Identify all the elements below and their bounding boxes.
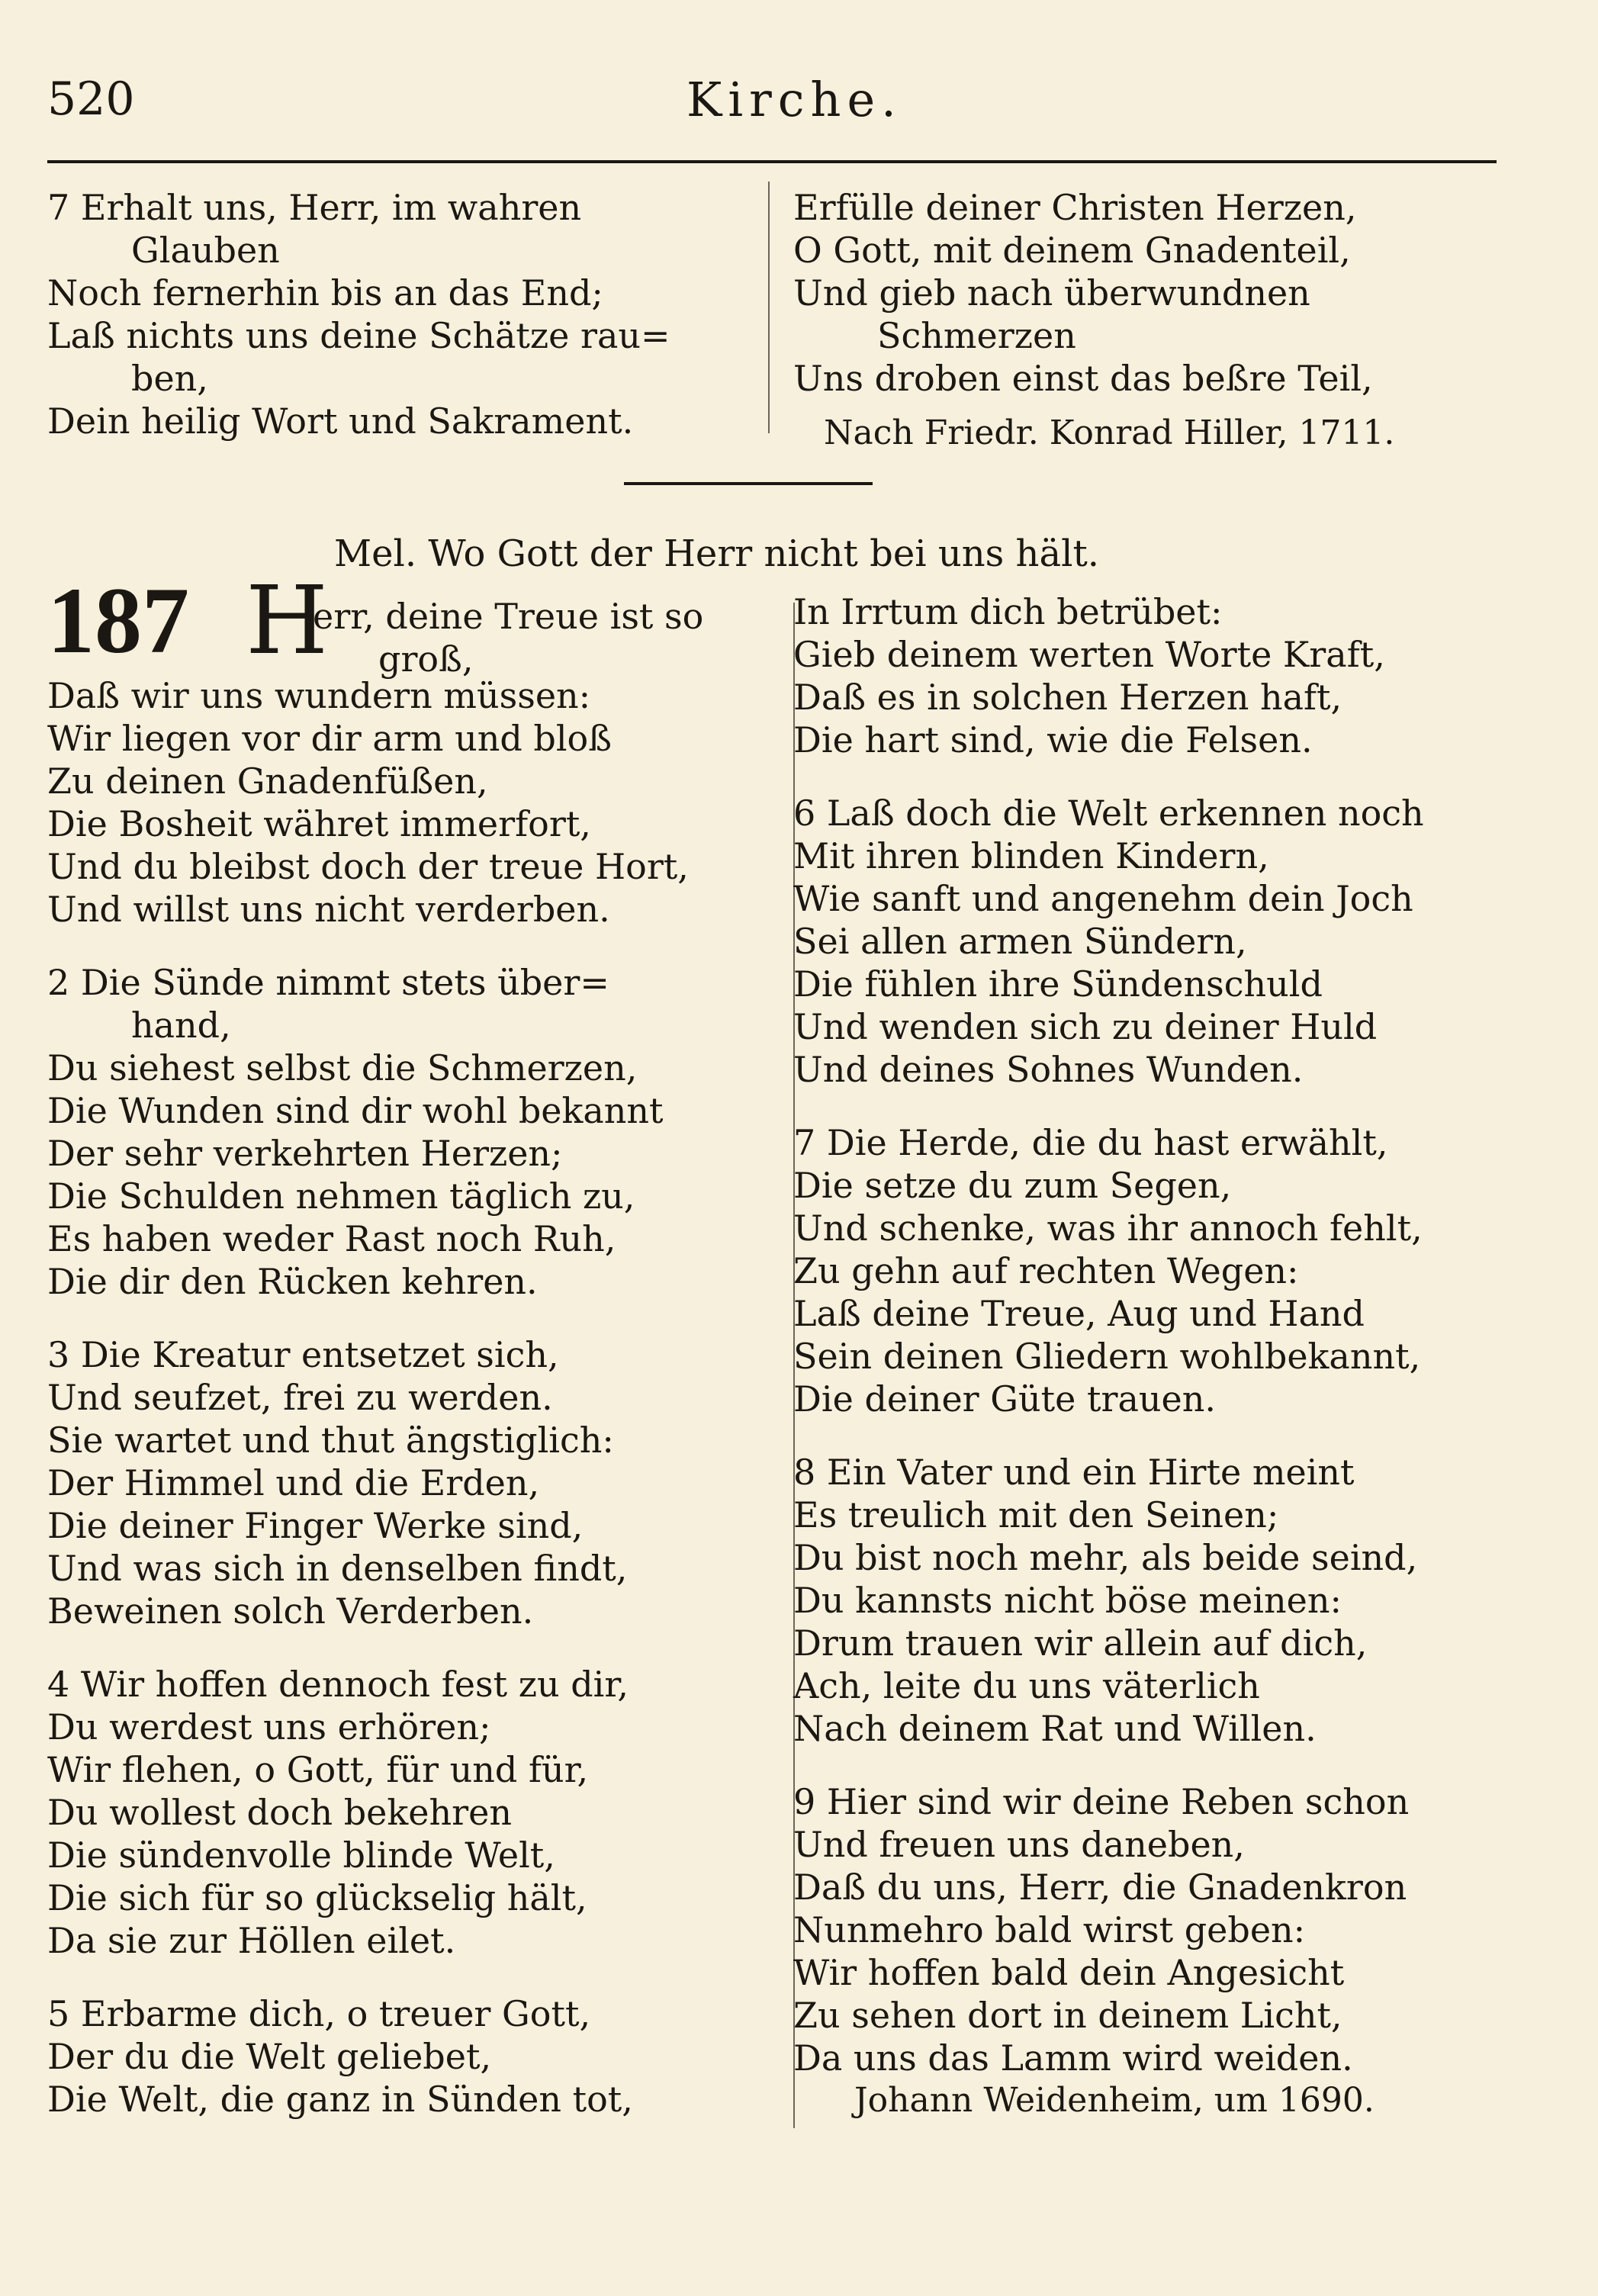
stanza-7 bbox=[793, 1121, 1424, 1420]
verse-line: Noch fernerhin bis an das End; bbox=[47, 272, 603, 314]
page-number: 520 bbox=[47, 72, 135, 126]
stanza-8 bbox=[793, 1451, 1424, 1750]
verse-line: Die setze du zum Segen, bbox=[793, 1165, 1232, 1206]
verse-line: 7 Erhalt uns, Herr, im wahren bbox=[47, 187, 582, 228]
verse-line: Da sie zur Höllen eilet. bbox=[47, 1920, 456, 1961]
verse-line: 6 Laß doch die Welt erkennen noch bbox=[793, 793, 1424, 834]
verse-line: Die hart sind, wie die Felsen. bbox=[793, 719, 1313, 761]
verse-line: 8 Ein Vater und ein Hirte meint bbox=[793, 1452, 1355, 1493]
section-divider bbox=[624, 482, 873, 485]
verse-line: Und gieb nach überwundnen bbox=[793, 272, 1310, 314]
verse-line: Glauben bbox=[131, 230, 280, 271]
column-divider bbox=[768, 182, 770, 433]
verse-line: Gieb deinem werten Worte Kraft, bbox=[793, 634, 1385, 675]
verse-line: In Irrtum dich betrübet: bbox=[793, 591, 1223, 632]
stanza-9 bbox=[793, 1780, 1424, 2079]
verse-line: Beweinen solch Verderben. bbox=[47, 1590, 534, 1632]
verse-line: Zu deinen Gnadenfüßen, bbox=[47, 761, 488, 802]
verse-line: Zu sehen dort in deinem Licht, bbox=[793, 1995, 1342, 2036]
verse-line: Die deiner Finger Werke sind, bbox=[47, 1505, 584, 1546]
hymn-author: Johann Weidenheim, um 1690. bbox=[854, 2081, 1375, 2120]
verse-line: 7 Die Herde, die du hast erwählt, bbox=[793, 1122, 1388, 1163]
verse-line: Die sündenvolle blinde Welt, bbox=[47, 1835, 555, 1876]
verse-line: Die dir den Rücken kehren. bbox=[47, 1261, 538, 1302]
verse-line: Und du bleibst doch der treue Hort, bbox=[47, 846, 689, 887]
verse-line: Du siehest selbst die Schmerzen, bbox=[47, 1047, 638, 1089]
verse-line: Dein heilig Wort und Sakrament. bbox=[47, 400, 634, 442]
verse-line: Mit ihren blinden Kindern, bbox=[793, 835, 1269, 876]
melody-line: Mel. Wo Gott der Herr nicht bei uns hält. bbox=[334, 532, 1099, 575]
verse-line: 5 Erbarme dich, o treuer Gott, bbox=[47, 1993, 591, 2034]
verse-line: O Gott, mit deinem Gnadenteil, bbox=[793, 230, 1351, 271]
hymn-right-column bbox=[793, 590, 1424, 2122]
verse-line: Und schenke, was ihr annoch fehlt, bbox=[793, 1207, 1423, 1249]
verse-line: Ach, leite du uns väterlich bbox=[793, 1665, 1260, 1706]
verse-line: Drum trauen wir allein auf dich, bbox=[793, 1622, 1368, 1664]
verse-line: Und deines Sohnes Wunden. bbox=[793, 1049, 1304, 1090]
verse-line: Wir liegen vor dir arm und bloß bbox=[47, 718, 612, 759]
header-rule bbox=[47, 160, 1497, 163]
stanza-5 bbox=[47, 1992, 689, 2121]
prev-hymn-right-column bbox=[793, 186, 1373, 400]
verse-line: Der sehr verkehrten Herzen; bbox=[47, 1133, 563, 1174]
verse-line: Es treulich mit den Seinen; bbox=[793, 1494, 1279, 1535]
verse-line: Zu gehn auf rechten Wegen: bbox=[793, 1250, 1299, 1291]
verse-line: Sei allen armen Sündern, bbox=[793, 921, 1247, 962]
stanza-6 bbox=[793, 792, 1424, 1091]
prev-hymn-author: Nach Friedr. Konrad Hiller, 1711. bbox=[824, 413, 1395, 452]
verse-line: Der du die Welt geliebet, bbox=[47, 2036, 492, 2077]
verse-line: Du werdest uns erhören; bbox=[47, 1706, 491, 1748]
drop-cap: H bbox=[246, 566, 329, 676]
verse-line: Es haben weder Rast noch Ruh, bbox=[47, 1218, 616, 1259]
verse-line: Sein deinen Gliedern wohlbekannt, bbox=[793, 1336, 1421, 1377]
verse-line: Die Schulden nehmen täglich zu, bbox=[47, 1175, 635, 1217]
verse-line: Nach deinem Rat und Willen. bbox=[793, 1708, 1317, 1749]
verse-line: Die Welt, die ganz in Sünden tot, bbox=[47, 2079, 633, 2120]
verse-line: hand, bbox=[131, 1005, 231, 1046]
verse-line: 3 Die Kreatur entsetzet sich, bbox=[47, 1334, 559, 1375]
stanza-1 bbox=[47, 674, 689, 931]
verse-line: Wir flehen, o Gott, für und für, bbox=[47, 1749, 589, 1790]
verse-line: err, deine Treue ist so bbox=[313, 596, 704, 637]
stanza-4 bbox=[47, 1663, 689, 1962]
verse-line: Schmerzen bbox=[877, 315, 1076, 356]
verse-line: 9 Hier sind wir deine Reben schon bbox=[793, 1781, 1410, 1822]
verse-line: Sie wartet und thut ängstiglich: bbox=[47, 1420, 614, 1461]
verse-line: Daß du uns, Herr, die Gnadenkron bbox=[793, 1867, 1407, 1908]
verse-line: Die deiner Güte trauen. bbox=[793, 1378, 1216, 1420]
verse-line: Der Himmel und die Erden, bbox=[47, 1462, 540, 1503]
verse-line: ben, bbox=[131, 358, 208, 399]
verse-line: Erfülle deiner Christen Herzen, bbox=[793, 187, 1357, 228]
verse-line: Und wenden sich zu deiner Huld bbox=[793, 1006, 1378, 1047]
verse-line: Uns droben einst das beßre Teil, bbox=[793, 358, 1373, 399]
verse-line: Die fühlen ihre Sündenschuld bbox=[793, 963, 1323, 1005]
verse-line: Nunmehro bald wirst geben: bbox=[793, 1909, 1306, 1950]
hymn-number: 187 bbox=[47, 568, 189, 673]
verse-line: Laß deine Treue, Aug und Hand bbox=[793, 1293, 1365, 1334]
verse-line: Die Bosheit währet immerfort, bbox=[47, 803, 591, 844]
verse-line: Du kannsts nicht böse meinen: bbox=[793, 1580, 1342, 1621]
stanza-3 bbox=[47, 1333, 689, 1632]
verse-line: Du wollest doch bekehren bbox=[47, 1792, 512, 1833]
verse-line: Du bist noch mehr, als beide seind, bbox=[793, 1537, 1418, 1578]
verse-line: 4 Wir hoffen dennoch fest zu dir, bbox=[47, 1664, 629, 1705]
verse-line: groß, bbox=[378, 638, 474, 680]
verse-line: Daß es in solchen Herzen haft, bbox=[793, 677, 1342, 718]
verse-line: Und was sich in denselben findt, bbox=[47, 1548, 628, 1589]
verse-line: Und freuen uns daneben, bbox=[793, 1824, 1245, 1865]
verse-line: 2 Die Sünde nimmt stets über= bbox=[47, 962, 609, 1003]
verse-line: Die Wunden sind dir wohl bekannt bbox=[47, 1090, 664, 1131]
verse-line: Wie sanft und angenehm dein Joch bbox=[793, 878, 1413, 919]
verse-line: Laß nichts uns deine Schätze rau= bbox=[47, 315, 670, 356]
verse-line: Daß wir uns wundern müssen: bbox=[47, 675, 591, 716]
first-line bbox=[313, 595, 703, 680]
stanza-5-continued bbox=[793, 590, 1424, 761]
hymn-left-column bbox=[47, 674, 689, 2121]
verse-line: Und willst uns nicht verderben. bbox=[47, 889, 610, 930]
verse-line: Wir hoffen bald dein Angesicht bbox=[793, 1952, 1345, 1993]
verse-line: Die sich für so glückselig hält, bbox=[47, 1877, 587, 1918]
verse-line: Und seufzet, frei zu werden. bbox=[47, 1377, 553, 1418]
stanza-2 bbox=[47, 961, 689, 1303]
prev-hymn-left-column bbox=[47, 186, 670, 442]
verse-line: Da uns das Lamm wird weiden. bbox=[793, 2037, 1353, 2079]
running-title: Kirche. bbox=[686, 72, 902, 127]
